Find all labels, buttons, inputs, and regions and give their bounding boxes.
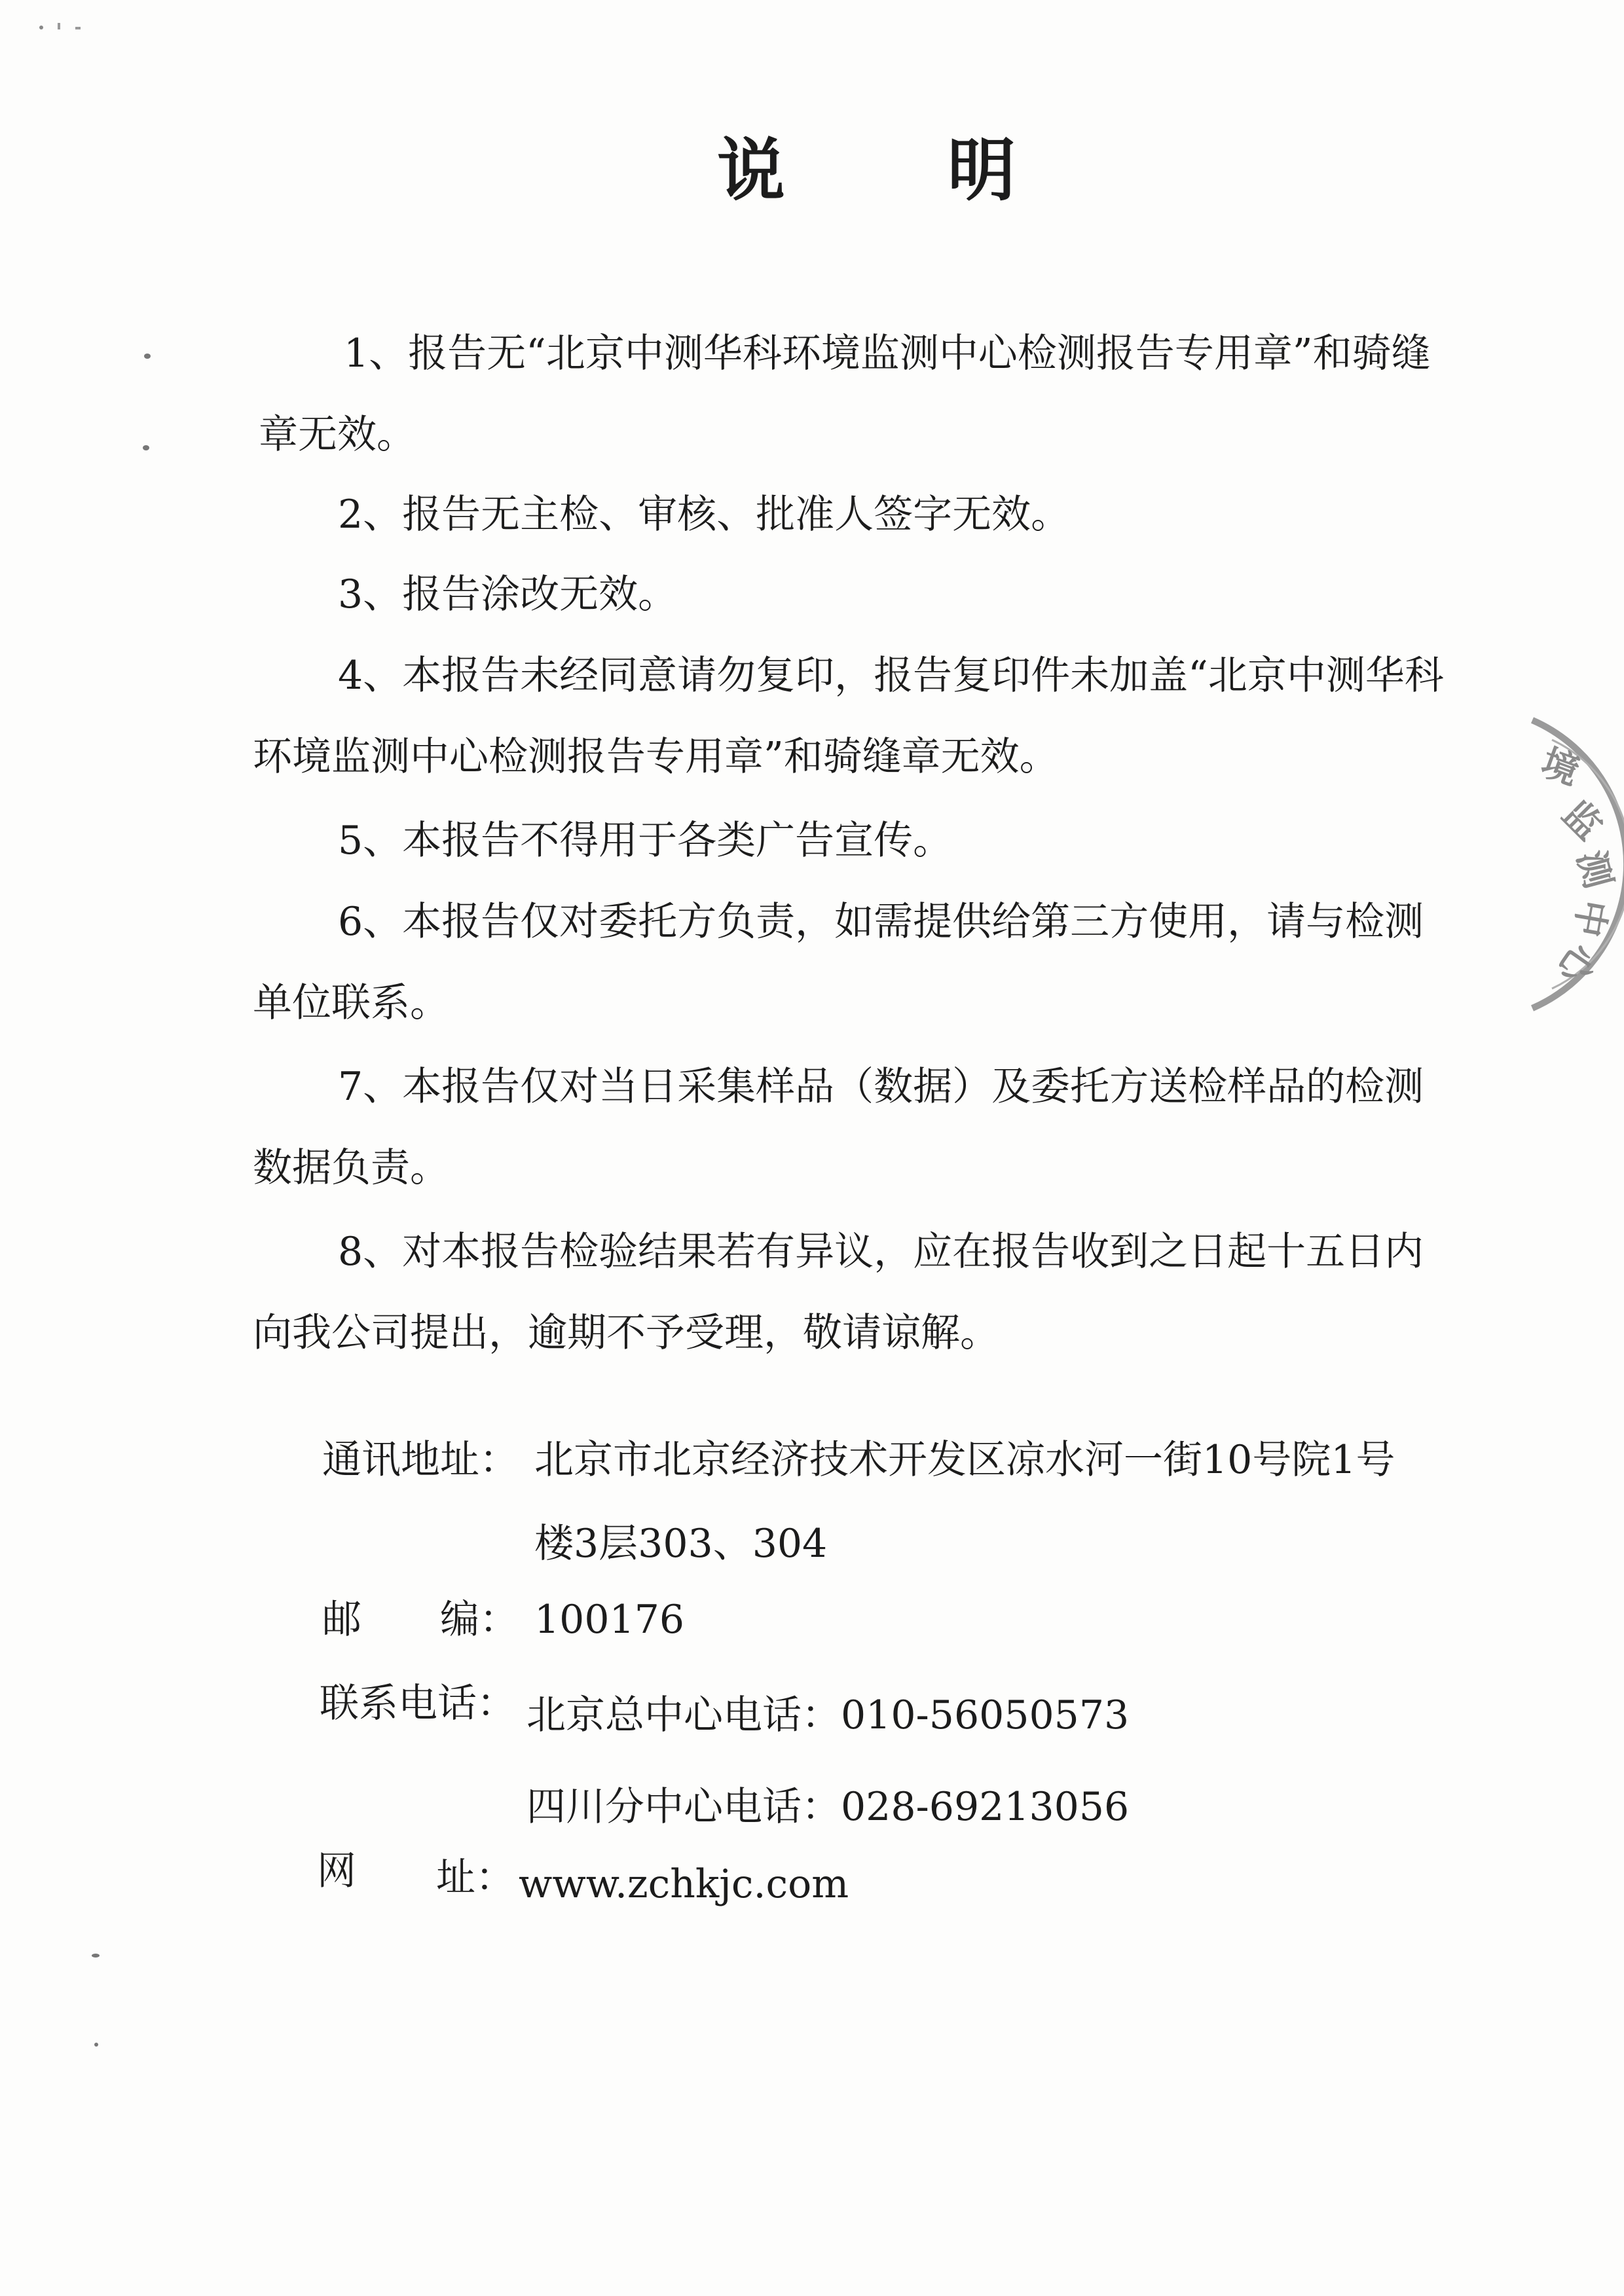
svg-text:测: 测 [1568, 846, 1619, 893]
svg-text:心: 心 [1548, 936, 1604, 991]
note-item-7: 7、本报告仅对当日采集样品（数据）及委托方送检样品的检测数据负责。 [253, 1064, 1424, 1191]
title-char-2: 明 [948, 130, 1179, 210]
scan-marks [39, 14, 81, 34]
page-title [717, 124, 1178, 216]
svg-text:中: 中 [1566, 896, 1614, 940]
address-label: 通讯地址： [322, 1437, 519, 1483]
postcode-label-b: 编： [440, 1597, 519, 1643]
note-item-4: 4、本报告未经同意请勿复印，报告复印件未加盖“北京中测华科环境监测中心检测报告专用章”和骑缝章无效。 [253, 653, 1444, 780]
phone-value-sichuan: 四川分中心电话：028-69213056 [526, 1784, 1130, 1830]
postcode-label-a: 邮 [322, 1597, 361, 1643]
address-value: 北京市北京经济技术开发区凉水河一街10号院1号楼3层303、304 [534, 1437, 1395, 1567]
postcode-value: 100176 [534, 1597, 685, 1643]
scan-speck [143, 445, 149, 450]
note-item-8: 8、对本报告检验结果若有异议，应在报告收到之日起十五日内向我公司提出，逾期不予受理，敬请谅解。 [253, 1229, 1424, 1356]
note-item-6: 6、本报告仅对委托方负责，如需提供给第三方使用，请与检测单位联系。 [253, 899, 1424, 1026]
scan-speck [92, 1954, 100, 1958]
svg-text:监: 监 [1554, 792, 1610, 848]
website-value: www.zchkjc.com [519, 1861, 849, 1907]
note-item-2: 2、报告无主检、审核、批准人签字无效。 [338, 492, 1071, 538]
scan-speck [144, 354, 151, 359]
title-char-1: 说 [717, 130, 948, 210]
note-item-3: 3、报告涂改无效。 [338, 572, 678, 617]
website-label-a: 网 [317, 1848, 356, 1894]
svg-text:境: 境 [1535, 741, 1585, 794]
note-item-5: 5、本报告不得用于各类广告宣传。 [338, 818, 953, 864]
phone-value-beijing: 北京总中心电话：010-56050573 [526, 1692, 1130, 1738]
website-label-b: 址： [436, 1855, 515, 1901]
phone-label: 联系电话： [320, 1681, 516, 1726]
note-item-1: 1、报告无“北京中测华科环境监测中心检测报告专用章”和骑缝章无效。 [259, 331, 1431, 458]
seal-stamp-fragment [1506, 707, 1624, 1021]
scan-speck [94, 2043, 98, 2047]
